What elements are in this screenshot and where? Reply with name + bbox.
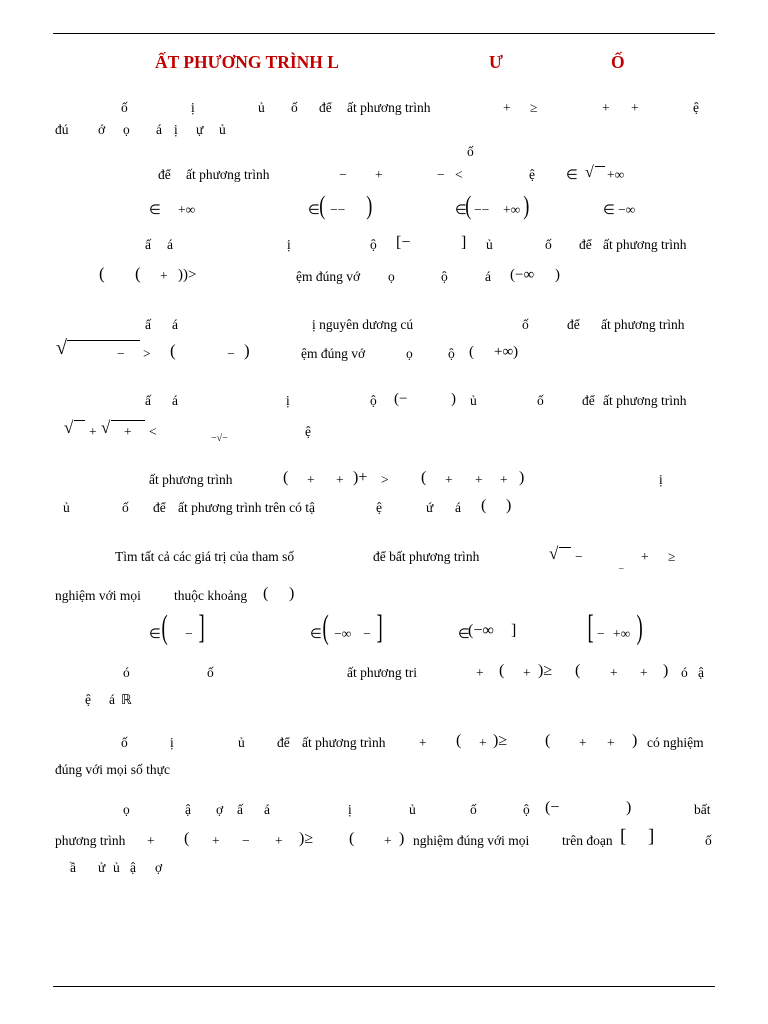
q1-text: ị	[191, 100, 195, 115]
q8-text: )	[663, 662, 669, 679]
q10-text: bất	[694, 802, 711, 817]
q3-text: ị	[287, 237, 291, 252]
q5-text: ệ	[305, 424, 311, 439]
option-d-value: +∞	[613, 626, 631, 641]
q5-text: <	[149, 424, 157, 439]
q1-text: ố	[291, 100, 298, 115]
title-part-1: ẤT PHƯƠNG TRÌNH L	[155, 52, 339, 72]
q2-text: +∞	[607, 167, 625, 182]
q10-text: (	[349, 830, 355, 847]
q6-text: )	[506, 497, 512, 514]
q10-text: nghiệm đúng với mọi	[413, 833, 530, 848]
sqrt-sign: √	[585, 164, 594, 181]
q10-text: +	[147, 833, 155, 848]
q3-text: á	[485, 269, 491, 284]
option-a-value: −	[185, 626, 193, 641]
q7-text: ≥	[668, 549, 676, 564]
q1-text: đú	[55, 122, 69, 137]
q3-text: (	[99, 264, 105, 283]
q1-text: ất phương trình	[347, 100, 431, 115]
q10-text: ợ	[155, 860, 163, 875]
q9-text: để	[277, 735, 290, 750]
q5-text: +	[124, 424, 132, 439]
q2-text: ất phương trình	[186, 167, 270, 182]
q10-text: ậ	[185, 802, 191, 817]
option-c-value: +∞	[503, 202, 521, 217]
q10-text: (	[184, 830, 190, 847]
q1-text: ố	[121, 100, 128, 115]
q9-text: ố	[121, 735, 128, 750]
q3-text: (	[135, 264, 141, 283]
q6-text: ệ	[376, 500, 382, 515]
q2-text: ∈	[566, 167, 578, 182]
option-b-value: −	[363, 626, 371, 641]
q10-text: ọ	[123, 802, 130, 817]
option-b-member: ∈	[310, 626, 322, 641]
q7-text: −	[575, 549, 583, 564]
sqrt-bar	[67, 340, 140, 357]
option-c-member: ∈	[455, 202, 467, 217]
q6-text: để	[153, 500, 166, 515]
q4-text: ấ	[145, 317, 151, 332]
q3-text: ủ	[486, 237, 493, 252]
q8-text: á	[109, 692, 115, 707]
q6-text: ị	[659, 472, 663, 487]
q8-text: +	[640, 665, 648, 680]
q8-text: ó	[681, 665, 688, 680]
q1-text: +	[602, 100, 610, 115]
q3-text: )	[555, 267, 560, 283]
q1-text: ọ	[123, 122, 130, 137]
q3-text: ộ	[441, 269, 448, 284]
sqrt-sign: √	[549, 544, 559, 563]
q9-text: ủ	[238, 735, 245, 750]
q7-text: Tìm tất cả các giá trị của tham số	[115, 549, 295, 564]
q5-text: ố	[537, 393, 544, 408]
q9-text: (	[456, 732, 462, 749]
q10-text: ủ	[409, 802, 416, 817]
q10-text: ố	[705, 833, 712, 848]
q10-text: ấ	[237, 802, 243, 817]
q5-text: +	[89, 424, 97, 439]
q10-text: +	[384, 833, 392, 848]
option-a-member: ∈	[149, 626, 161, 641]
q8-text: +	[476, 665, 484, 680]
q4-text: (	[170, 341, 176, 360]
q10-text: ị	[348, 802, 352, 817]
q5-text: ủ	[470, 393, 477, 408]
q3-text: ))>	[178, 267, 197, 283]
q6-text: )+	[353, 469, 368, 486]
q9-text: +	[607, 735, 615, 750]
q4-text: (	[469, 344, 474, 360]
q2-text: để	[158, 167, 171, 182]
q4-text: −	[227, 346, 235, 361]
q4-text: ệm đúng vớ	[301, 346, 366, 361]
q3-text: ấ	[145, 237, 151, 252]
q7-text: (	[263, 585, 269, 602]
q8-text: +	[523, 665, 531, 680]
q5-text: )	[451, 391, 456, 407]
q10-text: ố	[470, 802, 477, 817]
q9-text: có nghiệm	[647, 735, 704, 750]
q5-text: (−	[394, 391, 408, 407]
q7-text: +	[641, 549, 649, 564]
q6-text: +	[475, 472, 483, 487]
q6-text: á	[455, 500, 461, 515]
q4-text: +∞)	[494, 344, 519, 360]
q5-text: á	[172, 393, 178, 408]
q10-text: ầ	[70, 860, 76, 875]
q1-text: ≥	[530, 100, 538, 115]
q4-text: ị nguyên dương cú	[312, 317, 414, 332]
q5-text: ất phương trình	[603, 393, 687, 408]
q7-text: để bất phương trình	[373, 549, 480, 564]
q10-text: [	[620, 826, 627, 847]
option-d-member: ∈	[603, 202, 615, 217]
q6-text: +	[445, 472, 453, 487]
q6-text: (	[421, 469, 427, 486]
bottom-rule	[53, 986, 715, 987]
option-c-value: ]	[511, 622, 517, 639]
q9-text: +	[419, 735, 427, 750]
option-b-value: −−	[330, 202, 346, 217]
option-b-paren-open: (	[322, 609, 329, 646]
q8-text: ậ	[698, 665, 704, 680]
q2-text: +	[375, 167, 383, 182]
q10-text: +	[275, 833, 283, 848]
q10-text: −	[242, 833, 250, 848]
q6-text: +	[336, 472, 344, 487]
q3-text: ]	[461, 234, 467, 251]
option-c-member: ∈	[458, 626, 470, 641]
option-b-paren-open: (	[319, 191, 326, 220]
q4-text: á	[172, 317, 178, 332]
option-c-value: (−∞	[468, 622, 494, 639]
q4-text: −	[117, 346, 125, 361]
q4-text: ọ	[406, 346, 413, 361]
q3-text: ệm đúng vớ	[296, 269, 361, 284]
sqrt-bar	[595, 166, 605, 183]
q5-text: ộ	[370, 393, 377, 408]
q8-text: +	[610, 665, 618, 680]
q9-text: đúng với mọi số thực	[55, 762, 170, 777]
q7-text: )	[289, 585, 295, 602]
q4-text: >	[143, 346, 151, 361]
q1-text: ủ	[219, 122, 226, 137]
page-title	[0, 52, 768, 76]
q6-text: ủ	[63, 500, 70, 515]
q6-text: ất phương trình trên có tậ	[178, 500, 316, 515]
q1-text: ủ	[258, 100, 265, 115]
q9-text: )≥	[493, 732, 508, 749]
q9-text: ất phương trình	[302, 735, 386, 750]
q9-text: +	[479, 735, 487, 750]
q6-text: ứ	[426, 500, 434, 515]
q10-text: ậ	[130, 860, 136, 875]
q10-text: trên đoạn	[562, 833, 613, 848]
q9-text: (	[545, 732, 551, 749]
q6-text: )	[519, 469, 525, 486]
q3-text: để	[579, 237, 592, 252]
q6-text: (	[481, 497, 487, 514]
q2-text: −	[437, 167, 445, 182]
option-a-member: ∈	[149, 202, 161, 217]
q5-text: −√−	[211, 433, 228, 444]
q1-text: +	[631, 100, 639, 115]
q4-text: để	[567, 317, 580, 332]
option-d-value: −	[597, 626, 605, 641]
q4-text: )	[244, 341, 250, 360]
option-c-paren-open: (	[465, 191, 472, 220]
option-a-value: +∞	[178, 202, 196, 217]
q6-text: ố	[122, 500, 129, 515]
q1-text: +	[503, 100, 511, 115]
q6-text: ất phương trình	[149, 472, 233, 487]
option-b-value: −∞	[334, 626, 352, 641]
q8-text: ó	[123, 665, 130, 680]
q8-text: ệ	[85, 692, 91, 707]
title-part-3: Ố	[611, 52, 625, 72]
q6-text: >	[381, 472, 389, 487]
q4-text: ộ	[448, 346, 455, 361]
q1-text: á	[156, 122, 162, 137]
q3-text: ộ	[370, 237, 377, 252]
title-part-2: Ư	[489, 52, 503, 72]
q10-text: ợ	[216, 802, 224, 817]
option-b-member: ∈	[308, 202, 320, 217]
q10-text: ủ	[113, 860, 120, 875]
sqrt-bar	[559, 547, 571, 564]
top-rule	[53, 33, 715, 34]
q7-text: _	[619, 560, 624, 570]
q2-text: <	[455, 167, 463, 182]
q10-text: ]	[648, 826, 655, 847]
q2-text: ố	[467, 144, 474, 159]
option-b-paren-close: )	[366, 191, 373, 220]
q7-text: thuộc khoảng	[174, 588, 248, 603]
q6-text: (	[283, 469, 289, 486]
q8-text: (	[575, 662, 581, 679]
q10-text: +	[212, 833, 220, 848]
q9-text: ị	[170, 735, 174, 750]
option-d-value: −∞	[618, 202, 636, 217]
q9-text: )	[632, 732, 638, 749]
sqrt-sign: √	[101, 418, 111, 437]
q1-text: ị	[174, 122, 178, 137]
q1-text: ớ	[98, 122, 106, 137]
option-d-paren-close: )	[636, 609, 643, 646]
q1-text: ệ	[693, 100, 699, 115]
q10-text: (−	[545, 799, 560, 816]
q3-text: [−	[396, 234, 411, 251]
q1-text: ự	[196, 122, 204, 137]
q1-text: để	[319, 100, 332, 115]
q6-text: +	[307, 472, 315, 487]
sqrt-sign: √	[64, 418, 74, 437]
q10-text: phương trình	[55, 833, 126, 848]
q2-text: −	[339, 167, 347, 182]
q10-text: )	[626, 799, 632, 816]
q2-text: ệ	[529, 167, 535, 182]
q10-text: á	[264, 802, 270, 817]
q10-text: )≥	[299, 830, 314, 847]
q3-text: (−∞	[510, 267, 535, 283]
q8-text: )≥	[538, 662, 553, 679]
q8-text: (	[499, 662, 505, 679]
option-c-value: −−	[474, 202, 490, 217]
q5-text: để	[582, 393, 595, 408]
q7-text: nghiệm với mọi	[55, 588, 141, 603]
q4-text: ố	[522, 317, 529, 332]
q8-text: ất phương tri	[347, 665, 417, 680]
q8-text: ố	[207, 665, 214, 680]
q9-text: +	[579, 735, 587, 750]
q10-text: )	[399, 830, 405, 847]
option-c-paren-close: )	[523, 191, 530, 220]
q3-text: ố	[545, 237, 552, 252]
sqrt-bar	[74, 420, 85, 437]
q8-text: ℝ	[121, 692, 132, 707]
option-d-bracket-open: [	[587, 609, 594, 646]
q5-text: ấ	[145, 393, 151, 408]
q10-text: ộ	[523, 802, 530, 817]
q3-text: +	[160, 268, 168, 283]
q6-text: +	[500, 472, 508, 487]
option-a-paren-open: (	[161, 609, 168, 646]
q3-text: á	[167, 237, 173, 252]
q10-text: ử	[98, 860, 106, 875]
q4-text: ất phương trình	[601, 317, 685, 332]
q3-text: ọ	[388, 269, 395, 284]
sqrt-sign: √	[56, 337, 67, 359]
option-b-bracket-close: ]	[376, 609, 383, 646]
option-a-bracket-close: ]	[198, 609, 205, 646]
q5-text: ị	[286, 393, 290, 408]
q3-text: ất phương trình	[603, 237, 687, 252]
